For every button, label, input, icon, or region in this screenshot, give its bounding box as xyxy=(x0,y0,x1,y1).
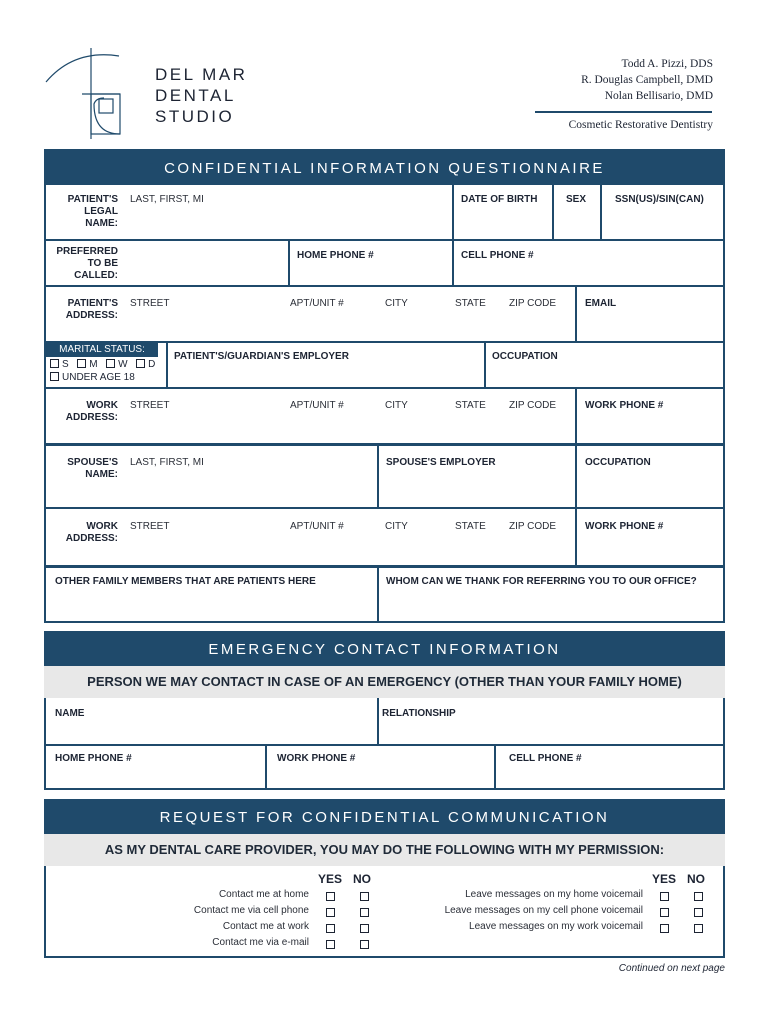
form-row xyxy=(46,285,723,341)
marital-status-badge xyxy=(46,343,158,357)
emergency-home-phone-label: HOME PHONE # xyxy=(55,753,132,764)
marital-status-label: MARITAL STATUS: xyxy=(59,344,145,355)
home-phone-label: HOME PHONE # xyxy=(297,250,374,261)
clinic-name-line: STUDIO xyxy=(155,107,235,126)
no-checkbox[interactable] xyxy=(360,924,369,933)
city-hint: CITY xyxy=(385,298,408,309)
doctor-list xyxy=(581,56,713,104)
spouse-occupation-label: OCCUPATION xyxy=(585,457,651,468)
yes-checkbox[interactable] xyxy=(326,940,335,949)
apt-hint: APT/UNIT # xyxy=(290,400,344,411)
emergency-cell-phone-label: CELL PHONE # xyxy=(509,753,582,764)
no-checkbox[interactable] xyxy=(694,892,703,901)
section-title: EMERGENCY CONTACT INFORMATION xyxy=(208,641,561,658)
checkbox-icon xyxy=(50,359,59,368)
no-header: NO xyxy=(353,872,371,886)
spouse-employer-label: SPOUSE'S EMPLOYER xyxy=(386,457,496,468)
clinic-name xyxy=(155,64,247,127)
city-hint: CITY xyxy=(385,400,408,411)
divider xyxy=(484,341,486,387)
referral-label: WHOM CAN WE THANK FOR REFERRING YOU TO OUR OFFICE? xyxy=(386,576,697,587)
no-header: NO xyxy=(687,872,705,886)
divider xyxy=(552,185,554,239)
doctor-name: Nolan Bellisario, DMD xyxy=(604,90,713,102)
checkbox-icon xyxy=(77,359,86,368)
comm-option-label: Contact me via e-mail xyxy=(212,937,309,948)
street-hint: STREET xyxy=(130,521,170,532)
marital-option[interactable]: M xyxy=(77,359,98,370)
section-title: REQUEST FOR CONFIDENTIAL COMMUNICATION xyxy=(159,809,610,826)
no-checkbox[interactable] xyxy=(360,908,369,917)
form-row xyxy=(46,387,723,443)
form-row xyxy=(46,565,723,623)
state-hint: STATE xyxy=(455,298,486,309)
legal-name-label: PATIENT'S LEGAL NAME: xyxy=(67,194,118,229)
subheader-text: PERSON WE MAY CONTACT IN CASE OF AN EMERGENCY (OTHER THAN YOUR FAMILY HOME) xyxy=(87,674,682,689)
section-header-confidential xyxy=(44,149,725,185)
cell-phone-label: CELL PHONE # xyxy=(461,250,534,261)
tagline-rule xyxy=(535,111,712,113)
email-label: EMAIL xyxy=(585,298,617,309)
apt-hint: APT/UNIT # xyxy=(290,521,344,532)
no-checkbox[interactable] xyxy=(360,892,369,901)
section-header-communication xyxy=(44,799,725,834)
yes-checkbox[interactable] xyxy=(326,892,335,901)
yes-header: YES xyxy=(318,872,343,886)
dob-label: DATE OF BIRTH xyxy=(461,194,538,205)
patient-address-label: PATIENT'S ADDRESS: xyxy=(65,298,118,321)
divider xyxy=(166,341,168,387)
ssn-label: SSN(US)/SIN(CAN) xyxy=(615,194,704,205)
legal-name-hint: LAST, FIRST, MI xyxy=(130,194,204,205)
yes-checkbox[interactable] xyxy=(660,908,669,917)
form-row xyxy=(46,443,723,507)
divider xyxy=(575,507,577,565)
comm-option-label: Contact me via cell phone xyxy=(193,905,309,916)
work-phone-label: WORK PHONE # xyxy=(585,400,664,411)
spouse-work-phone-label: WORK PHONE # xyxy=(585,521,664,532)
divider xyxy=(377,565,379,623)
marital-option[interactable]: W xyxy=(106,359,128,370)
checkbox-icon xyxy=(136,359,145,368)
logo-mark-icon xyxy=(44,44,144,144)
divider xyxy=(377,698,379,744)
work-address-label: WORK ADDRESS: xyxy=(65,400,118,423)
divider xyxy=(575,443,577,507)
divider xyxy=(452,239,454,285)
divider xyxy=(600,185,602,239)
sex-label: SEX xyxy=(566,194,587,205)
section-title: CONFIDENTIAL INFORMATION QUESTIONNAIRE xyxy=(164,160,605,177)
zip-hint: ZIP CODE xyxy=(509,521,557,532)
yes-header: YES xyxy=(652,872,677,886)
relationship-label: RELATIONSHIP xyxy=(382,708,456,719)
comm-option-label: Leave messages on my home voicemail xyxy=(465,889,643,900)
clinic-logo xyxy=(44,44,144,144)
divider xyxy=(575,387,577,443)
clinic-name-line: DENTAL xyxy=(155,86,236,105)
comm-option-label: Contact me at home xyxy=(218,889,309,900)
yes-checkbox[interactable] xyxy=(660,892,669,901)
emergency-subheader xyxy=(44,666,725,698)
other-family-label: OTHER FAMILY MEMBERS THAT ARE PATIENTS HERE xyxy=(55,576,316,587)
checkbox-icon xyxy=(50,372,59,381)
preferred-label: PREFERRED TO BE CALLED: xyxy=(56,246,118,281)
under-age-option[interactable]: UNDER AGE 18 xyxy=(50,372,135,383)
no-checkbox[interactable] xyxy=(694,924,703,933)
occupation-label: OCCUPATION xyxy=(492,351,558,362)
section-header-emergency xyxy=(44,631,725,666)
spouse-name-label: SPOUSE'S NAME: xyxy=(67,457,118,480)
divider xyxy=(377,443,379,507)
name-label: NAME xyxy=(55,708,85,719)
divider xyxy=(494,744,496,790)
doctor-name: Todd A. Pizzi, DDS xyxy=(621,58,713,70)
marital-options xyxy=(50,359,156,370)
legal-name-field[interactable] xyxy=(125,206,445,236)
tagline: Cosmetic Restorative Dentistry xyxy=(568,119,713,131)
form-row xyxy=(46,507,723,565)
no-checkbox[interactable] xyxy=(694,908,703,917)
comm-option-label: Contact me at work xyxy=(222,921,309,932)
yes-checkbox[interactable] xyxy=(326,924,335,933)
communication-subheader xyxy=(44,834,725,866)
doctor-name: R. Douglas Campbell, DMD xyxy=(581,74,713,86)
divider xyxy=(265,744,267,790)
form-row xyxy=(46,744,723,790)
continued-note: Continued on next page xyxy=(618,963,725,974)
state-hint: STATE xyxy=(455,521,486,532)
apt-hint: APT/UNIT # xyxy=(290,298,344,309)
subheader-text: AS MY DENTAL CARE PROVIDER, YOU MAY DO THE FOLLOWING WITH MY PERMISSION: xyxy=(104,842,665,857)
marital-option[interactable]: S xyxy=(50,359,70,370)
divider xyxy=(575,285,577,341)
spouse-name-hint: LAST, FIRST, MI xyxy=(130,457,204,468)
city-hint: CITY xyxy=(385,521,408,532)
state-hint: STATE xyxy=(455,400,486,411)
emergency-work-phone-label: WORK PHONE # xyxy=(277,753,356,764)
yes-checkbox[interactable] xyxy=(326,908,335,917)
street-hint: STREET xyxy=(130,298,170,309)
clinic-name-line: DEL MAR xyxy=(155,65,248,84)
comm-option-label: Leave messages on my work voicemail xyxy=(469,921,643,932)
zip-hint: ZIP CODE xyxy=(509,298,557,309)
employer-label: PATIENT'S/GUARDIAN'S EMPLOYER xyxy=(174,351,349,362)
form-row xyxy=(46,239,723,285)
divider xyxy=(452,185,454,239)
divider xyxy=(288,239,290,285)
marital-option[interactable]: D xyxy=(136,359,156,370)
comm-option-label: Leave messages on my cell phone voicemail xyxy=(444,905,643,916)
no-checkbox[interactable] xyxy=(360,940,369,949)
checkbox-icon xyxy=(106,359,115,368)
zip-hint: ZIP CODE xyxy=(509,400,557,411)
street-hint: STREET xyxy=(130,400,170,411)
spouse-work-address-label: WORK ADDRESS: xyxy=(65,521,118,544)
yes-checkbox[interactable] xyxy=(660,924,669,933)
